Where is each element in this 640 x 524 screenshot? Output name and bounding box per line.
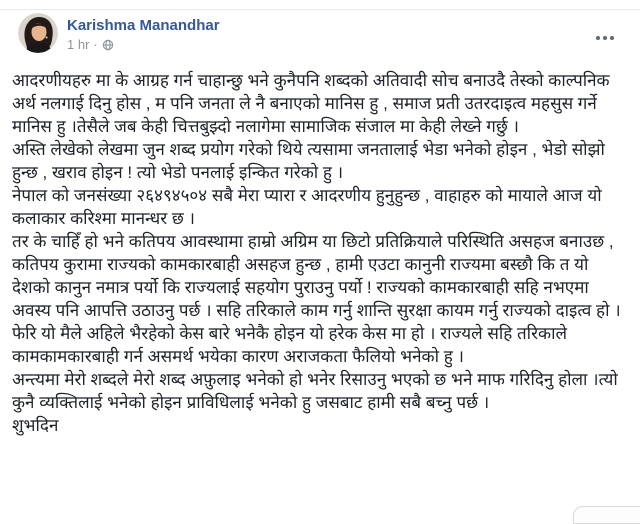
post-text [0, 61, 640, 437]
meta-separator: · [93, 37, 98, 52]
more-options-icon [610, 36, 614, 40]
post-paragraph: नेपाल को जनसंख्या २६४९४५०४ सबै मेरा प्यारा र आदरणीय हुनुहुन्छ , वाहाहरु को मायाले आज यो कलाकार करिश्मा मानन्धर छ । [12, 186, 602, 228]
avatar-image [18, 13, 58, 53]
facebook-post-card [0, 9, 640, 437]
post-header-text [67, 13, 220, 53]
post-paragraph: फेरि यो मैले अहिले भैरहेको केस बारे भनेकै होइन यो हरेक केस मा हो । राज्यले सहि तरिकाले कामकामकारबाही गर्न असमर्थ भयेका कारण अराजकता फैलियो भनेको हु । [12, 324, 568, 366]
post-paragraph: शुभदिन [12, 416, 59, 435]
post-paragraph: अन्त्यमा मेरो शब्दले मेरो शब्द अफ़ुलाइ भनेको हो भनेर रिसाउनु भएको छ भने माफ गरिदिनु होला ।त्यो कुनै व्यक्तिलाई भनेको होइन प्राविधिलाई भनेको हु जसबाट हामी सबै बच्नु पर्छ । [12, 370, 618, 412]
post-paragraph: आदरणीयहरु मा के आग्रह गर्न चाहान्छु भने कुनैपनि शब्दको अतिवादी सोच बनाउदै तेस्को काल्पनिक अर्थ नलगाई दिनु होस , म पनि जनता ले नै बनाएको मानिस हु , समाज प्रती उतरदाइत्व महसुस गर्ने मानिस हु ।तेसैले जब केही चित्तबुझ्दो नलागेमा सामाजिक संजाल मा केही लेख्ने गर्छु । [12, 71, 610, 136]
profile-picture[interactable] [18, 13, 58, 53]
post-meta [67, 36, 220, 53]
post-header [0, 10, 640, 61]
post-paragraph: तर के चाहिँ हो भने कतिपय आवस्थामा हाम्रो अग्रिम या छिटो प्रतिक्रियाले परिस्थिति असहज बनाउछ , कतिपय कुरामा राज्यको कामकारबाही असहज हुन्छ , हामी एउटा कानुनी राज्यमा बस्छौ कि त यो देशको कानुन नमात्र पर्यो कि राज्यलाई सहयोग पुराउनु पर्यो ! राज्यको कामकारबाही सहि नभएमा अवस्य पनि आपत्ति उठाउनु पर्छ । सहि तरिकाले काम गर्नु शान्ति सुरक्षा कायम गर्नु राज्यको दाइत्व हो । [12, 232, 621, 320]
globe-icon [102, 39, 114, 51]
author-name-link[interactable]: Karishma Manandhar [67, 17, 220, 34]
more-options-button[interactable] [592, 32, 618, 44]
more-options-icon [603, 36, 607, 40]
timestamp-link[interactable]: 1 hr [67, 37, 90, 52]
chat-window-corner[interactable] [573, 506, 640, 524]
post-paragraph: अस्ति लेखेको लेखमा जुन शब्द प्रयोग गरेको थिये त्यसामा जनतालाई भेडा भनेको होइन , भेडो सोझो हुन्छ , खराव होइन ! त्यो भेडो पनलाई इन्कित गरेको हु । [12, 140, 605, 182]
more-options-icon [596, 36, 600, 40]
